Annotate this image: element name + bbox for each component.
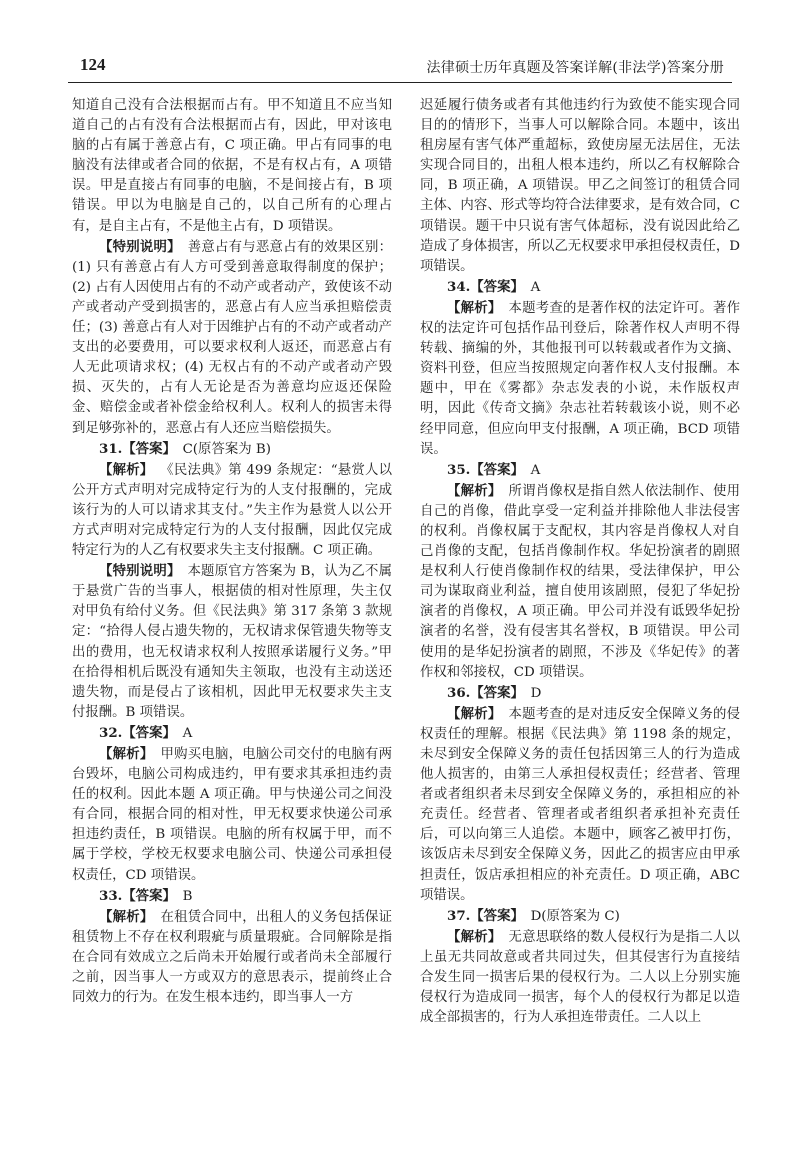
paragraph: [72, 237, 392, 439]
paragraph-text: 《民法典》第 499 条规定：“悬赏人以公开方式声明对完成特定行为的人支付报酬的，完成该行为的人可以请求其支付。”失主作为悬赏人以公开方式声明对完成特定行为的人支付报酬，因此仅完成特定行为的人乙有权要求失主支付报酬。C 项正确。: [72, 462, 392, 559]
paragraph: [420, 96, 740, 277]
paragraph: [420, 683, 740, 704]
paragraph-text: 无意思联络的数人侵权行为是指二人以上虽无共同故意或者共同过失，但其侵害行为直接结合发生同一损害后果的侵权行为。二人以上分别实施侵权行为造成同一损害，每个人的侵权行为都足以造成全部损害的，行为人承担连带责任。二人以上: [420, 929, 741, 1026]
paragraph: [72, 886, 392, 907]
paragraph-label: 32.【答案】: [99, 724, 176, 741]
paragraph-text: D(原答案为 C): [530, 908, 620, 924]
running-title: 法律硕士历年真题及答案详解(非法学)答案分册: [426, 60, 724, 76]
paragraph-label: 34.【答案】: [447, 278, 524, 295]
paragraph-label: 【解析】: [99, 461, 154, 478]
paragraph-text: 迟延履行债务或者有其他违约行为致使不能实现合同目的的情形下，当事人可以解除合同。本题中，该出租房屋有害气体严重超标，致使房屋无法居住，无法实现合同目的，出租人根本违约，所以乙有权解除合同，B 项正确，A 项错误。甲乙之间签订的租赁合同主体、内容、形式等均符合法律要求，是有效合同，C 项错误。题干中只说有害气体超标，没有说因此给乙造成了身体损害，所以乙无权要求甲承担侵权责任，D 项错误。: [420, 98, 740, 274]
paragraph-text: 知道自己没有合法根据而占有。甲不知道且不应当知道自己的占有没有合法根据而占有，因此，甲对该电脑的占有属于善意占有，C 项正确。甲占有同事的电脑没有法律或者合同的依据，不是有权占有，A 项错误。甲是直接占有同事的电脑，不是间接占有，B 项错误。甲以为电脑是自己的，以自己所有的心理占有，是自主占有，不是他主占有，D 项错误。: [72, 98, 392, 234]
paragraph-text: D: [530, 685, 542, 701]
paragraph-text: A: [530, 462, 541, 478]
paragraph: [420, 460, 740, 481]
paragraph: [420, 277, 740, 298]
paragraph-label: 【特别说明】: [99, 563, 181, 580]
right-column: [420, 96, 740, 1028]
paragraph-text: 善意占有与恶意占有的效果区别：(1) 只有善意占有人方可受到善意取得制度的保护；(2) 占有人因使用占有的不动产或者动产，致使该不动产或者动产受到损害的，恶意占有人应当承担赔偿责任；(3) 善意占有人对于因维护占有的不动产或者动产支出的必要费用，可以要求权利人返还，而恶意占有人无此项请求权；(4) 无权占有的不动产或者动产毁损、灭失的，占有人无论是否为善意均应返还保险金、赔偿金或者补偿金给权利人。权利人的损害未得到足够弥补的，恶意占有人还应当赔偿损失。: [72, 239, 393, 436]
paragraph: [72, 723, 392, 744]
paragraph: [420, 704, 740, 906]
page-number: 124: [80, 55, 106, 74]
paragraph-label: 【解析】: [447, 299, 502, 316]
paragraph-label: 33.【答案】: [99, 887, 176, 904]
paragraph-text: A: [182, 725, 193, 741]
paragraph: [72, 744, 392, 886]
paragraph: [420, 298, 740, 460]
paragraph-text: B: [182, 888, 193, 904]
paragraph: [420, 906, 740, 927]
paragraph-text: 在租赁合同中，出租人的义务包括保证租赁物上不存在权利瑕疵与质量瑕疵。合同解除是指在合同有效成立之后尚未开始履行或者尚未全部履行之前，因当事人一方或双方的意思表示，提前终止合同效力的行为。在发生根本违约，即当事人一方: [72, 909, 393, 1006]
paragraph-text: 甲购买电脑，电脑公司交付的电脑有两台毁坏，电脑公司构成违约，甲有要求其承担违约责任的权利。因此本题 A 项正确。甲与快递公司之间没有合同，根据合同的相对性，甲无权要求快递公司承担违约责任，B 项错误。电脑的所有权属于甲，而不属于学校，学校无权要求电脑公司、快递公司承担侵权责任，CD 项错误。: [72, 747, 393, 883]
paragraph-text: 本题考查的是对违反安全保障义务的侵权责任的理解。根据《民法典》第 1198 条的规定，未尽到安全保障义务的责任包括因第三人的行为造成他人损害的，由第三人承担侵权责任；经营者、管理者或者组织者未尽到安全保障义务的，承担相应的补充责任。经营者、管理者或者组织者承担补充责任后，可以向第三人追偿。本题中，顾客乙被甲打伤，该饭店未尽到安全保障义务，因此乙的损害应由甲承担责任，饭店承担相应的补充责任。D 项正确，ABC 项错误。: [420, 706, 741, 903]
paragraph-label: 【特别说明】: [99, 238, 181, 255]
left-column: [72, 96, 392, 1008]
paragraph: [72, 460, 392, 561]
paragraph-label: 【解析】: [447, 705, 502, 722]
paragraph-text: 本题考查的是著作权的法定许可。著作权的法定许可包括作品刊登后，除著作权人声明不得转载、摘编的外，其他报刊可以转载或者作为文摘、资料刊登，但应当按照规定向著作权人支付报酬。本题中，甲在《雾都》杂志发表的小说，未作版权声明，因此《传奇文摘》杂志社若转载该小说，则不必经甲同意，但应向甲支付报酬，A 项正确，BCD 项错误。: [420, 300, 741, 457]
paragraph-text: 所谓肖像权是指自然人依法制作、使用自己的肖像，借此享受一定利益并排除他人非法侵害的权利。肖像权属于支配权，其内容是肖像权人对自己肖像的支配，包括肖像制作权。华妃扮演者的剧照是权利人行使肖像制作权的结果，受法律保护，甲公司为谋取商业利益，擅自使用该剧照，侵犯了华妃扮演者的肖像权，A 项正确。甲公司并没有诋毁华妃扮演者的名誉，没有侵害其名誉权，B 项错误。甲公司使用的是华妃扮演者的剧照，不涉及《华妃传》的著作权和邻接权，CD 项错误。: [420, 483, 741, 680]
paragraph-label: 【解析】: [99, 908, 154, 925]
paragraph: [420, 927, 740, 1028]
paragraph: [72, 96, 392, 237]
paragraph-label: 36.【答案】: [447, 684, 524, 701]
paragraph-label: 31.【答案】: [99, 440, 176, 457]
paragraph-text: 本题原官方答案为 B，认为乙不属于悬赏广告的当事人，根据债的相对性原理，失主仅对甲负有给付义务。但《民法典》第 317 条第 3 款规定：“拾得人侵占遗失物的，无权请求保管遗失物等支出的费用，也无权请求权利人按照承诺履行义务。”甲在拾得相机后既没有通知失主领取，也没有主动送还遗失物，而是侵占了该相机，因此甲无权要求失主支付报酬。B 项错误。: [72, 564, 392, 720]
paragraph: [72, 907, 392, 1008]
paragraph-text: C(原答案为 B): [182, 441, 271, 457]
paragraph: [72, 561, 392, 723]
paragraph-text: A: [530, 279, 541, 295]
paragraph-label: 【解析】: [447, 928, 502, 945]
paragraph: [420, 481, 740, 683]
paragraph: [72, 439, 392, 460]
paragraph-label: 35.【答案】: [447, 461, 524, 478]
paragraph-label: 【解析】: [447, 482, 502, 499]
page-header: [68, 46, 732, 83]
paragraph-label: 37.【答案】: [447, 907, 524, 924]
paragraph-label: 【解析】: [99, 746, 154, 762]
